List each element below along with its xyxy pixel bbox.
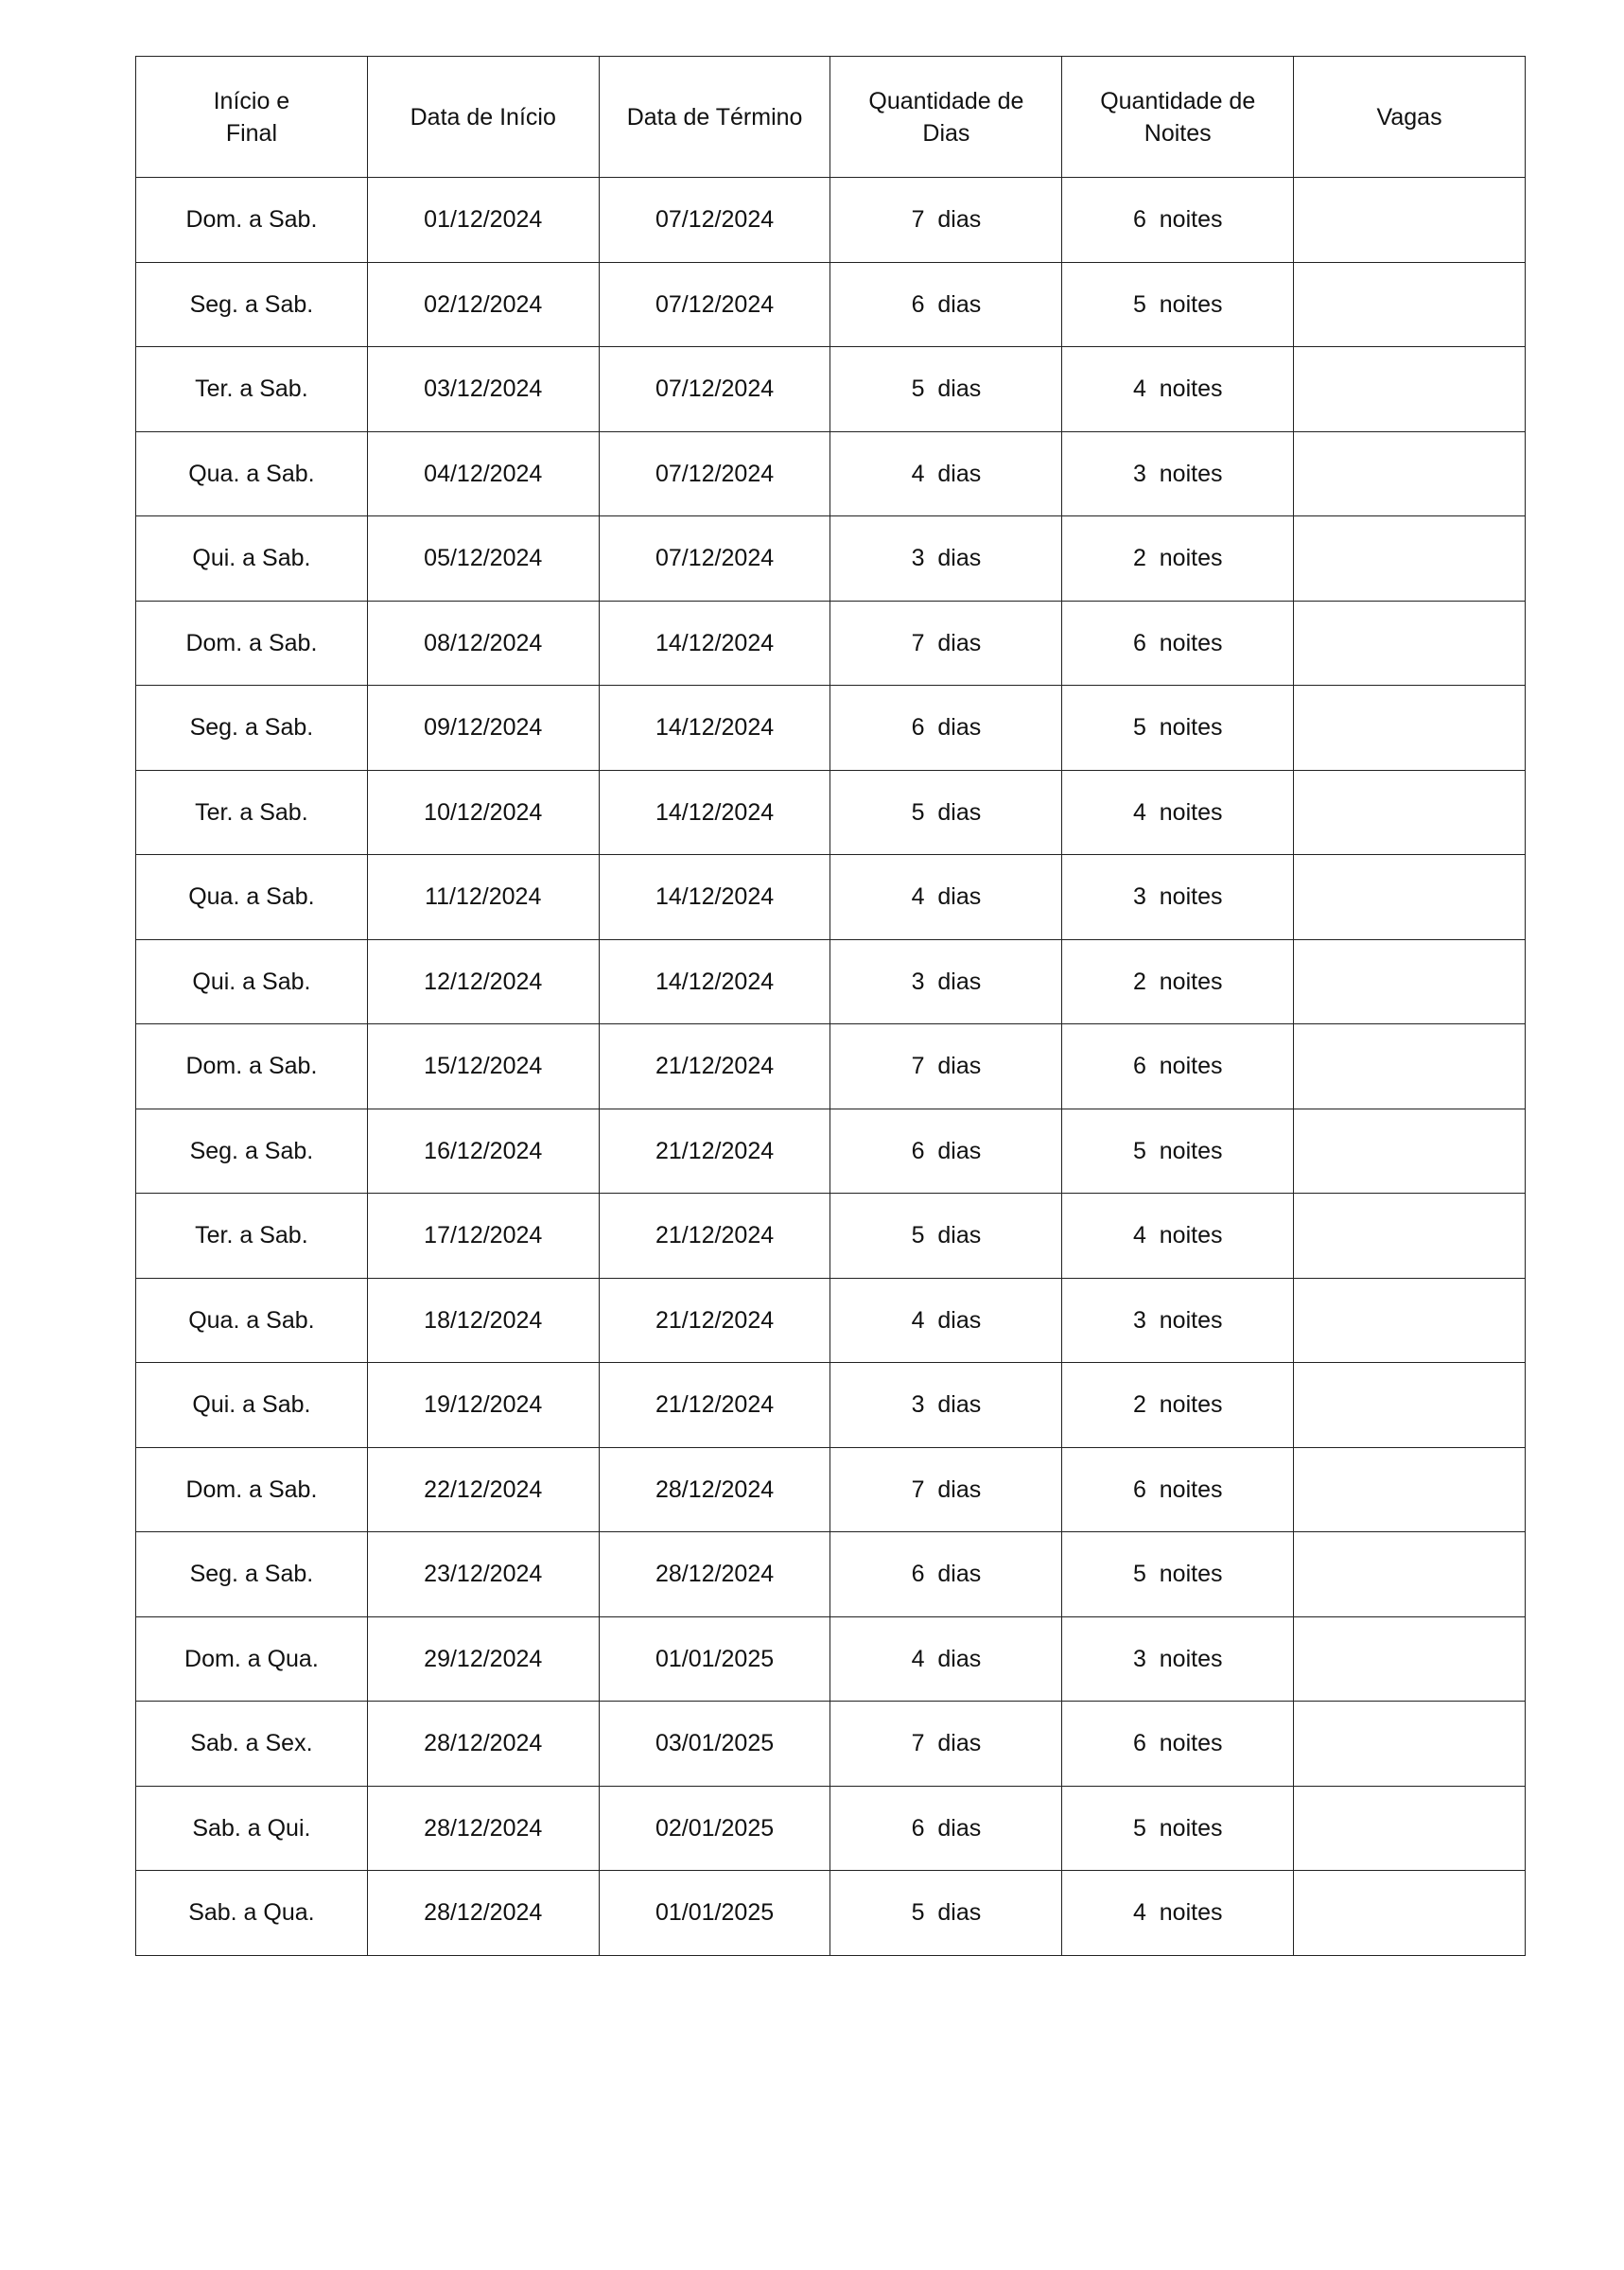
table-row — [136, 1363, 1526, 1448]
cell-period: Seg. a Sab. — [136, 1532, 368, 1617]
cell-period: Dom. a Sab. — [136, 1024, 368, 1109]
table-row — [136, 1786, 1526, 1871]
cell-days: 5 dias — [830, 347, 1062, 432]
cell-vacancies — [1294, 1194, 1526, 1279]
cell-end-date: 21/12/2024 — [599, 1194, 830, 1279]
cell-start-date: 12/12/2024 — [367, 939, 599, 1024]
table-row — [136, 1532, 1526, 1617]
cell-period: Sab. a Qui. — [136, 1786, 368, 1871]
cell-end-date: 14/12/2024 — [599, 686, 830, 771]
cell-vacancies — [1294, 1616, 1526, 1702]
cell-period: Dom. a Qua. — [136, 1616, 368, 1702]
cell-start-date: 05/12/2024 — [367, 516, 599, 602]
cell-period: Qua. a Sab. — [136, 855, 368, 940]
cell-nights: 3 noites — [1062, 855, 1294, 940]
cell-nights: 5 noites — [1062, 686, 1294, 771]
cell-nights: 3 noites — [1062, 431, 1294, 516]
cell-end-date: 14/12/2024 — [599, 939, 830, 1024]
cell-nights: 4 noites — [1062, 1871, 1294, 1956]
header-nights-line1: Quantidade de — [1100, 87, 1256, 114]
cell-vacancies — [1294, 516, 1526, 602]
cell-nights: 3 noites — [1062, 1278, 1294, 1363]
cell-period: Dom. a Sab. — [136, 1447, 368, 1532]
header-row — [136, 57, 1526, 178]
cell-end-date: 21/12/2024 — [599, 1363, 830, 1448]
cell-start-date: 16/12/2024 — [367, 1109, 599, 1194]
table-body — [136, 178, 1526, 1956]
table-row — [136, 686, 1526, 771]
cell-end-date: 21/12/2024 — [599, 1109, 830, 1194]
cell-period: Qui. a Sab. — [136, 516, 368, 602]
cell-vacancies — [1294, 178, 1526, 263]
cell-start-date: 17/12/2024 — [367, 1194, 599, 1279]
table-row — [136, 1702, 1526, 1787]
table-header — [136, 57, 1526, 178]
header-end-date: Data de Término — [599, 57, 830, 178]
cell-nights: 3 noites — [1062, 1616, 1294, 1702]
header-start-end-line1: Início e — [213, 87, 290, 114]
cell-days: 4 dias — [830, 855, 1062, 940]
cell-start-date: 03/12/2024 — [367, 347, 599, 432]
cell-nights: 2 noites — [1062, 939, 1294, 1024]
table-row — [136, 1616, 1526, 1702]
cell-start-date: 10/12/2024 — [367, 770, 599, 855]
header-start-end-line2: Final — [225, 119, 277, 147]
cell-days: 5 dias — [830, 1871, 1062, 1956]
table-row — [136, 1447, 1526, 1532]
table-row — [136, 1109, 1526, 1194]
cell-end-date: 14/12/2024 — [599, 855, 830, 940]
table-row — [136, 1871, 1526, 1956]
cell-vacancies — [1294, 431, 1526, 516]
cell-nights: 4 noites — [1062, 1194, 1294, 1279]
header-days-line2: Dias — [922, 119, 970, 147]
cell-period: Sab. a Sex. — [136, 1702, 368, 1787]
cell-vacancies — [1294, 1786, 1526, 1871]
cell-period: Seg. a Sab. — [136, 262, 368, 347]
cell-nights: 4 noites — [1062, 770, 1294, 855]
cell-nights: 6 noites — [1062, 1447, 1294, 1532]
cell-days: 3 dias — [830, 516, 1062, 602]
cell-end-date: 07/12/2024 — [599, 178, 830, 263]
cell-days: 5 dias — [830, 770, 1062, 855]
cell-vacancies — [1294, 1871, 1526, 1956]
cell-period: Ter. a Sab. — [136, 1194, 368, 1279]
table-row — [136, 178, 1526, 263]
cell-period: Ter. a Sab. — [136, 347, 368, 432]
cell-start-date: 04/12/2024 — [367, 431, 599, 516]
cell-end-date: 03/01/2025 — [599, 1702, 830, 1787]
cell-vacancies — [1294, 770, 1526, 855]
table-row — [136, 262, 1526, 347]
cell-start-date: 08/12/2024 — [367, 601, 599, 686]
cell-end-date: 28/12/2024 — [599, 1532, 830, 1617]
cell-days: 6 dias — [830, 1786, 1062, 1871]
cell-end-date: 21/12/2024 — [599, 1278, 830, 1363]
cell-nights: 4 noites — [1062, 347, 1294, 432]
cell-start-date: 23/12/2024 — [367, 1532, 599, 1617]
cell-vacancies — [1294, 601, 1526, 686]
cell-vacancies — [1294, 1109, 1526, 1194]
cell-days: 7 dias — [830, 1447, 1062, 1532]
cell-days: 5 dias — [830, 1194, 1062, 1279]
cell-vacancies — [1294, 686, 1526, 771]
cell-nights: 6 noites — [1062, 178, 1294, 263]
header-days — [830, 57, 1062, 178]
cell-days: 4 dias — [830, 1616, 1062, 1702]
cell-nights: 6 noites — [1062, 1024, 1294, 1109]
table-row — [136, 855, 1526, 940]
header-start-date: Data de Início — [367, 57, 599, 178]
cell-nights: 2 noites — [1062, 516, 1294, 602]
cell-vacancies — [1294, 1278, 1526, 1363]
cell-days: 4 dias — [830, 1278, 1062, 1363]
cell-vacancies — [1294, 939, 1526, 1024]
cell-end-date: 02/01/2025 — [599, 1786, 830, 1871]
cell-nights: 5 noites — [1062, 262, 1294, 347]
cell-vacancies — [1294, 855, 1526, 940]
cell-days: 7 dias — [830, 1024, 1062, 1109]
cell-days: 7 dias — [830, 601, 1062, 686]
cell-start-date: 29/12/2024 — [367, 1616, 599, 1702]
cell-vacancies — [1294, 347, 1526, 432]
table-row — [136, 1024, 1526, 1109]
cell-vacancies — [1294, 1024, 1526, 1109]
cell-nights: 2 noites — [1062, 1363, 1294, 1448]
cell-period: Ter. a Sab. — [136, 770, 368, 855]
cell-start-date: 01/12/2024 — [367, 178, 599, 263]
cell-days: 6 dias — [830, 686, 1062, 771]
cell-start-date: 15/12/2024 — [367, 1024, 599, 1109]
cell-end-date: 14/12/2024 — [599, 601, 830, 686]
header-nights-line2: Noites — [1144, 119, 1212, 147]
table-row — [136, 1278, 1526, 1363]
cell-start-date: 28/12/2024 — [367, 1702, 599, 1787]
schedule-table — [135, 56, 1526, 1956]
header-nights — [1062, 57, 1294, 178]
cell-period: Dom. a Sab. — [136, 178, 368, 263]
table-row — [136, 1194, 1526, 1279]
cell-period: Qua. a Sab. — [136, 1278, 368, 1363]
cell-end-date: 14/12/2024 — [599, 770, 830, 855]
cell-end-date: 28/12/2024 — [599, 1447, 830, 1532]
cell-start-date: 19/12/2024 — [367, 1363, 599, 1448]
header-start-end — [136, 57, 368, 178]
cell-period: Qui. a Sab. — [136, 1363, 368, 1448]
table-row — [136, 939, 1526, 1024]
cell-start-date: 22/12/2024 — [367, 1447, 599, 1532]
cell-period: Qua. a Sab. — [136, 431, 368, 516]
header-vacancies: Vagas — [1294, 57, 1526, 178]
cell-nights: 6 noites — [1062, 1702, 1294, 1787]
cell-start-date: 02/12/2024 — [367, 262, 599, 347]
cell-start-date: 11/12/2024 — [367, 855, 599, 940]
cell-end-date: 21/12/2024 — [599, 1024, 830, 1109]
cell-nights: 5 noites — [1062, 1532, 1294, 1617]
table-row — [136, 516, 1526, 602]
cell-days: 3 dias — [830, 939, 1062, 1024]
cell-start-date: 09/12/2024 — [367, 686, 599, 771]
cell-nights: 5 noites — [1062, 1109, 1294, 1194]
cell-vacancies — [1294, 1363, 1526, 1448]
cell-period: Qui. a Sab. — [136, 939, 368, 1024]
cell-days: 6 dias — [830, 262, 1062, 347]
cell-start-date: 18/12/2024 — [367, 1278, 599, 1363]
cell-vacancies — [1294, 1447, 1526, 1532]
cell-period: Dom. a Sab. — [136, 601, 368, 686]
table-row — [136, 431, 1526, 516]
cell-end-date: 01/01/2025 — [599, 1616, 830, 1702]
cell-start-date: 28/12/2024 — [367, 1786, 599, 1871]
cell-days: 6 dias — [830, 1109, 1062, 1194]
cell-start-date: 28/12/2024 — [367, 1871, 599, 1956]
cell-days: 3 dias — [830, 1363, 1062, 1448]
cell-vacancies — [1294, 1532, 1526, 1617]
cell-end-date: 07/12/2024 — [599, 262, 830, 347]
cell-nights: 5 noites — [1062, 1786, 1294, 1871]
cell-period: Seg. a Sab. — [136, 686, 368, 771]
cell-end-date: 07/12/2024 — [599, 347, 830, 432]
header-days-line1: Quantidade de — [868, 87, 1024, 114]
cell-days: 4 dias — [830, 431, 1062, 516]
cell-vacancies — [1294, 262, 1526, 347]
cell-vacancies — [1294, 1702, 1526, 1787]
cell-days: 7 dias — [830, 1702, 1062, 1787]
cell-end-date: 07/12/2024 — [599, 431, 830, 516]
cell-nights: 6 noites — [1062, 601, 1294, 686]
cell-days: 6 dias — [830, 1532, 1062, 1617]
table-row — [136, 601, 1526, 686]
cell-days: 7 dias — [830, 178, 1062, 263]
cell-end-date: 07/12/2024 — [599, 516, 830, 602]
cell-end-date: 01/01/2025 — [599, 1871, 830, 1956]
cell-period: Seg. a Sab. — [136, 1109, 368, 1194]
table-row — [136, 770, 1526, 855]
cell-period: Sab. a Qua. — [136, 1871, 368, 1956]
table-row — [136, 347, 1526, 432]
